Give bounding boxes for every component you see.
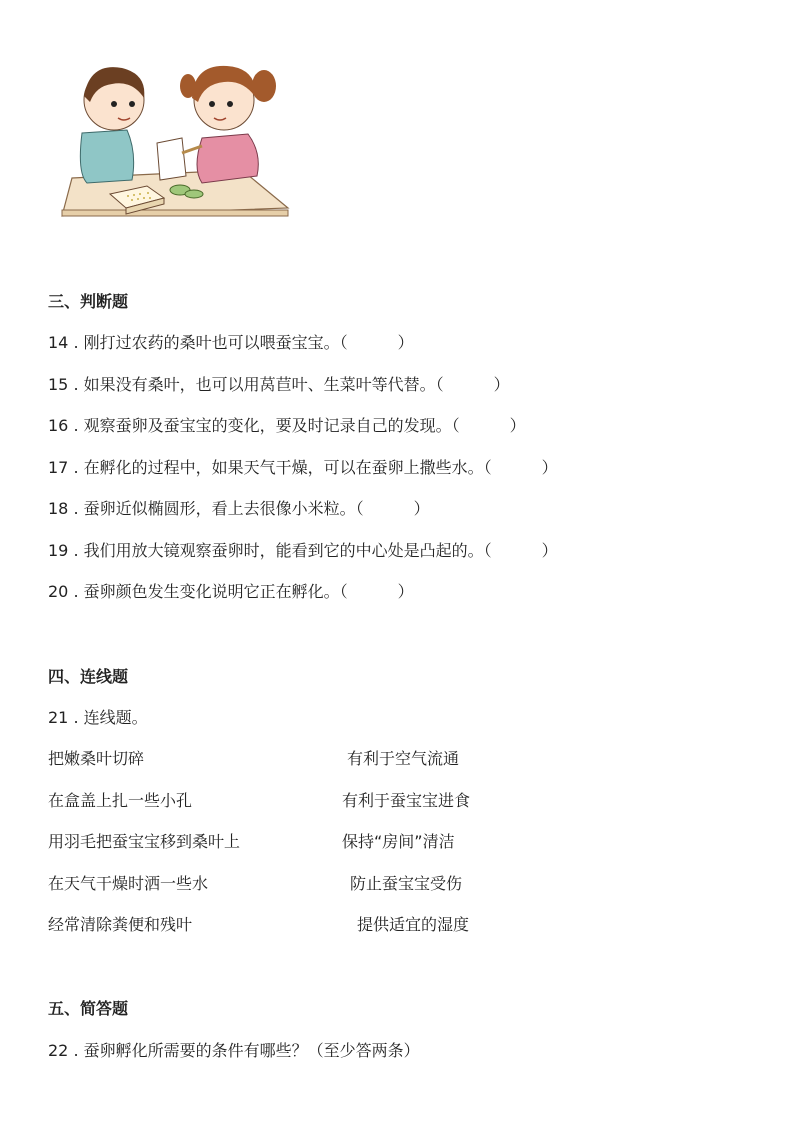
section3-title: 三、判断题	[48, 292, 129, 311]
question-21: 21 . 连线题。	[48, 708, 148, 727]
match-right-item[interactable]: 提供适宜的湿度	[357, 915, 470, 934]
question-19: 19 . 我们用放大镜观察蚕卵时，能看到它的中心处是凸起的。（ ）	[48, 541, 558, 560]
question-17: 17 . 在孵化的过程中，如果天气干燥，可以在蚕卵上撒些水。（ ）	[48, 458, 558, 477]
question-text: 蚕卵近似椭圆形，看上去很像小米粒。（	[83, 499, 364, 518]
question-number: 17	[48, 458, 69, 477]
question-text: 连线题。	[83, 708, 148, 727]
question-number: 19	[48, 541, 69, 560]
question-number: 14	[48, 333, 69, 352]
question-number: 16	[48, 416, 69, 435]
close-paren: ）	[541, 458, 558, 477]
question-text: 观察蚕卵及蚕宝宝的变化，要及时记录自己的发现。（	[83, 416, 460, 435]
question-20: 20 . 蚕卵颜色发生变化说明它正在孵化。（ ）	[48, 582, 414, 601]
question-number: 15	[48, 375, 69, 394]
question-text: 蚕卵孵化所需要的条件有哪些？（至少答两条）	[83, 1041, 420, 1060]
section5-title: 五、简答题	[48, 999, 129, 1018]
section4-title: 四、连线题	[48, 667, 129, 686]
question-number: 22	[48, 1041, 69, 1060]
close-paren: ）	[397, 582, 414, 601]
match-right-item[interactable]: 保持“房间”清洁	[342, 832, 455, 851]
match-left-item[interactable]: 在天气干燥时洒一些水	[48, 874, 209, 893]
question-number: 18	[48, 499, 69, 518]
close-paren: ）	[541, 541, 558, 560]
question-text: 如果没有桑叶，也可以用莴苣叶、生菜叶等代替。（	[83, 375, 444, 394]
question-15: 15 . 如果没有桑叶，也可以用莴苣叶、生菜叶等代替。（ ）	[48, 375, 510, 394]
question-number: 20	[48, 582, 69, 601]
match-left-item[interactable]: 用羽毛把蚕宝宝移到桑叶上	[48, 832, 241, 851]
match-left-item[interactable]: 在盒盖上扎一些小孔	[48, 791, 193, 810]
question-22: 22 . 蚕卵孵化所需要的条件有哪些？（至少答两条）	[48, 1041, 420, 1060]
match-right-item[interactable]: 有利于蚕宝宝进食	[342, 791, 471, 810]
question-14: 14 . 刚打过农药的桑叶也可以喂蚕宝宝。（ ）	[48, 333, 414, 352]
close-paren: ）	[493, 375, 510, 394]
match-right-item[interactable]: 有利于空气流通	[347, 749, 460, 768]
question-text: 刚打过农药的桑叶也可以喂蚕宝宝。（	[83, 333, 348, 352]
children-illustration-icon	[52, 58, 292, 226]
question-text: 我们用放大镜观察蚕卵时，能看到它的中心处是凸起的。（	[83, 541, 492, 560]
match-left-item[interactable]: 经常清除粪便和残叶	[48, 915, 193, 934]
close-paren: ）	[413, 499, 430, 518]
question-18: 18 . 蚕卵近似椭圆形，看上去很像小米粒。（ ）	[48, 499, 430, 518]
close-paren: ）	[397, 333, 414, 352]
question-text: 在孵化的过程中，如果天气干燥，可以在蚕卵上撒些水。（	[83, 458, 492, 477]
question-number: 21	[48, 708, 69, 727]
match-left-item[interactable]: 把嫩桑叶切碎	[48, 749, 145, 768]
question-text: 蚕卵颜色发生变化说明它正在孵化。（	[83, 582, 348, 601]
match-right-item[interactable]: 防止蚕宝宝受伤	[350, 874, 463, 893]
question-16: 16 . 观察蚕卵及蚕宝宝的变化，要及时记录自己的发现。（ ）	[48, 416, 526, 435]
close-paren: ）	[509, 416, 526, 435]
